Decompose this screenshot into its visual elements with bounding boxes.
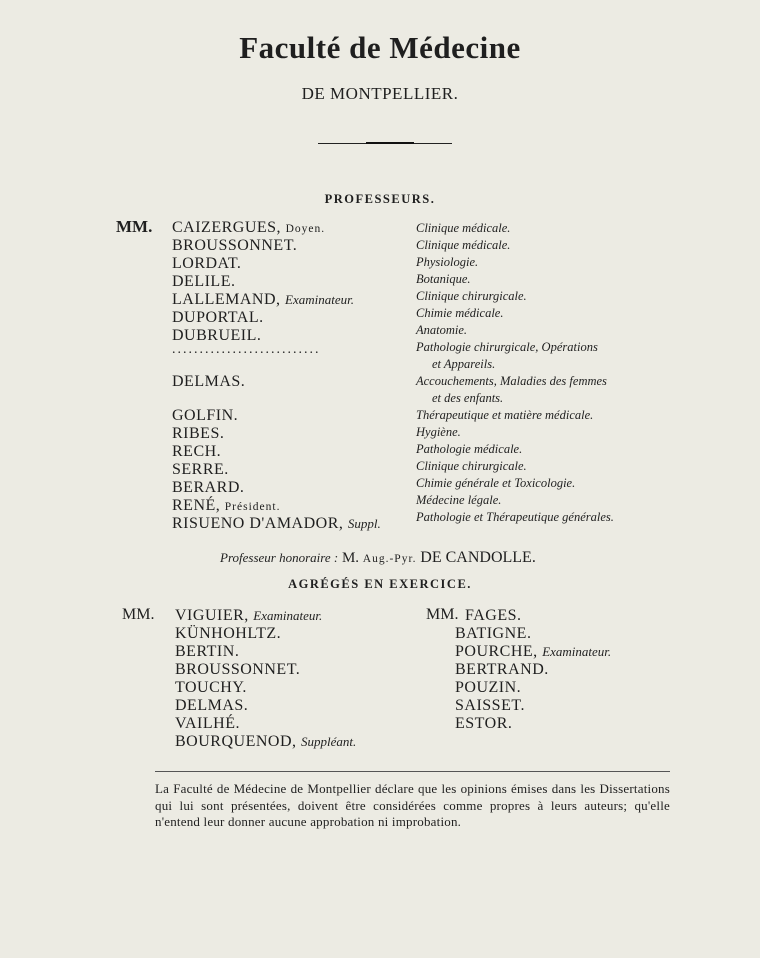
agrege-name: POUZIN.: [455, 679, 522, 696]
chair-subject: Thérapeutique et matière médicale.: [416, 408, 594, 422]
agrege-name: DELMAS.: [175, 697, 249, 714]
agrege-name: BERTRAND.: [455, 661, 549, 678]
agreges-heading: AGRÉGÉS EN EXERCICE.: [288, 577, 472, 591]
professeur-name: RECH.: [172, 443, 222, 460]
professeur-name: GOLFIN.: [172, 407, 239, 424]
professeurs-mm-label: MM.: [116, 217, 153, 236]
agrege-name: FAGES.: [465, 607, 522, 624]
chair-subject: Pathologie chirurgicale, Opérations: [416, 340, 598, 354]
professeur-honoraire: Professeur honoraire : M. Aug.-Pyr. DE CANDOLLE.: [220, 549, 536, 566]
professeur-name: SERRE.: [172, 461, 229, 478]
chair-subject: Pathologie médicale.: [416, 442, 523, 456]
chair-subject-continued: et des enfants.: [432, 391, 504, 405]
professeur-name: RIBES.: [172, 425, 225, 442]
chair-subject: Pathologie et Thérapeutique générales.: [416, 510, 614, 524]
professeur-name: BROUSSONNET.: [172, 237, 298, 254]
chair-subject: Physiologie.: [416, 255, 479, 269]
chair-subject: Hygiène.: [416, 425, 461, 439]
chair-subject: Accouchements, Maladies des femmes: [416, 374, 607, 388]
professeur-name: DUPORTAL.: [172, 309, 264, 326]
agrege-name: KÜNHOHLTZ.: [175, 625, 282, 642]
chair-subject: Clinique chirurgicale.: [416, 289, 527, 303]
agrege-name: SAISSET.: [455, 697, 525, 714]
professeur-name: LALLEMAND, Examinateur.: [172, 291, 355, 308]
agrege-name: TOUCHY.: [175, 679, 247, 696]
chair-subject: Botanique.: [416, 272, 471, 286]
agrege-name: POURCHE, Examinateur.: [455, 643, 612, 660]
chair-subject: Clinique médicale.: [416, 238, 511, 252]
professeur-name: DELILE.: [172, 273, 236, 290]
agrege-name: BOURQUENOD, Suppléant.: [175, 733, 357, 750]
faculty-disclaimer: La Faculté de Médecine de Montpellier déclare que les opinions émises dans les Dissertations qui lui sont présentées, doivent être considérées comme propres à leurs auteurs; qu'elle n'entend leur donner aucune approbation ni improbation.: [155, 781, 670, 829]
faculty-subtitle: DE MONTPELLIER.: [301, 84, 459, 103]
chair-subject: Médecine légale.: [416, 493, 502, 507]
agrege-name: BATIGNE.: [455, 625, 532, 642]
chair-subject: Chimie générale et Toxicologie.: [416, 476, 576, 490]
faculty-title: Faculté de Médecine: [239, 30, 521, 65]
agrege-name: BERTIN.: [175, 643, 240, 660]
chair-subject: Anatomie.: [416, 323, 468, 337]
professeur-name: RISUENO D'AMADOR, Suppl.: [172, 515, 381, 532]
professeur-name: CAIZERGUES, Doyen.: [172, 219, 326, 236]
agrege-name: ESTOR.: [455, 715, 513, 732]
notice-divider: [155, 771, 670, 772]
agrege-name: VAILHÉ.: [175, 715, 240, 732]
chair-subject: Chimie médicale.: [416, 306, 504, 320]
agreges-right-mm-label: MM.: [426, 606, 459, 623]
title-divider: [318, 143, 452, 144]
professeur-name: RENÉ, Président.: [172, 497, 281, 514]
professeur-name: BERARD.: [172, 479, 245, 496]
agrege-name: BROUSSONNET.: [175, 661, 301, 678]
professeurs-heading: PROFESSEURS.: [324, 192, 436, 206]
chair-subject: Clinique médicale.: [416, 221, 511, 235]
chair-subject: Clinique chirurgicale.: [416, 459, 527, 473]
vacant-chair-dots: ...........................: [172, 342, 321, 357]
professeur-name: LORDAT.: [172, 255, 242, 272]
agrege-name: VIGUIER, Examinateur.: [175, 607, 323, 624]
professeur-name: DELMAS.: [172, 373, 246, 390]
professeur-name: DUBRUEIL.: [172, 327, 262, 344]
chair-subject-continued: et Appareils.: [432, 357, 496, 371]
agreges-left-mm-label: MM.: [122, 606, 155, 623]
